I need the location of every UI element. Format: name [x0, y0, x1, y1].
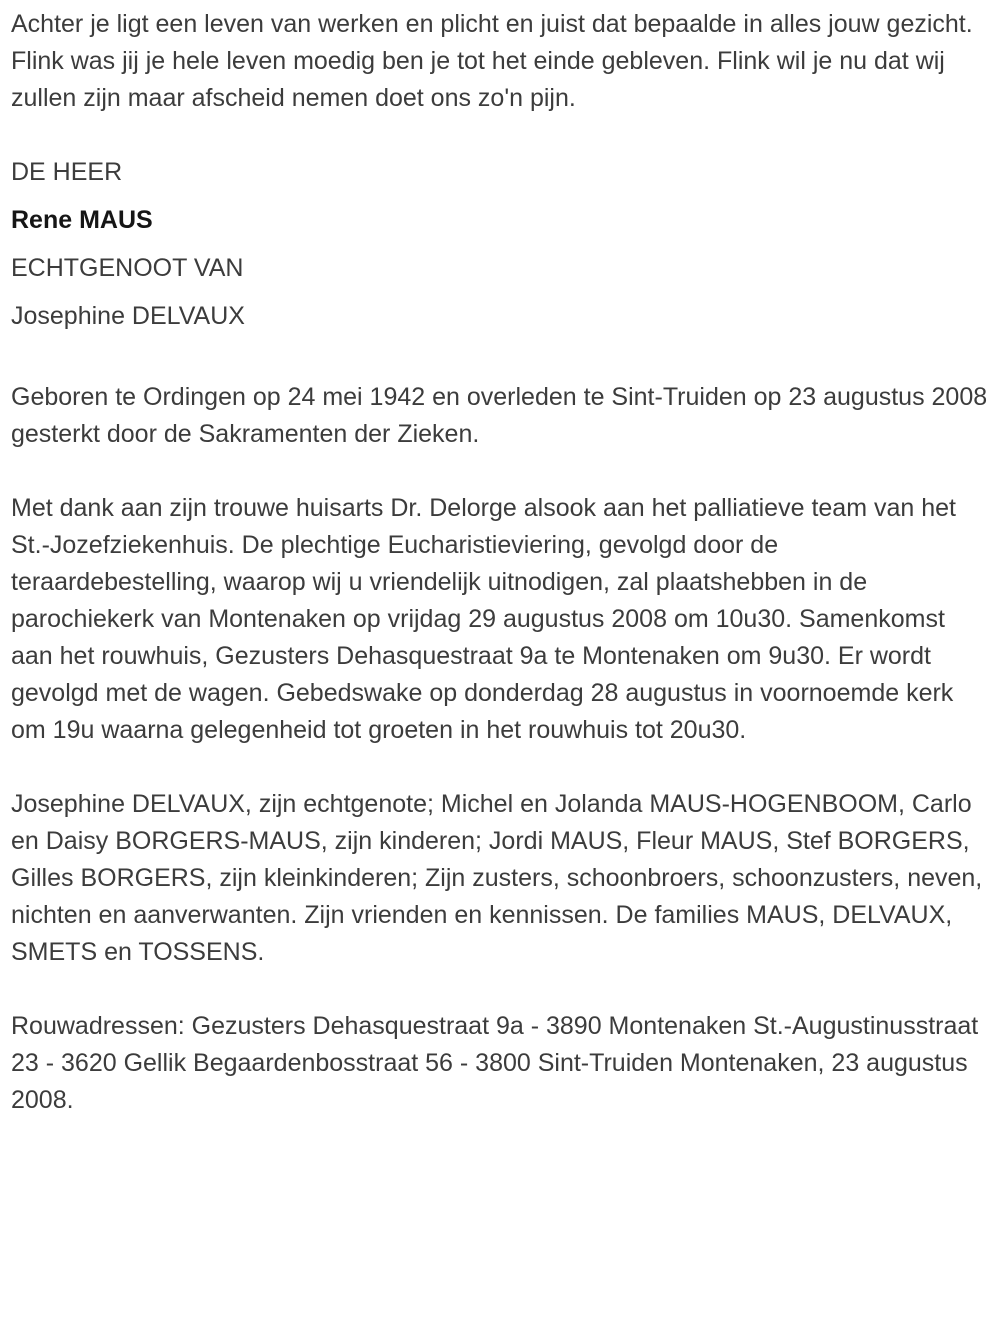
- intro-paragraph: Achter je ligt een leven van werken en plicht en juist dat bepaalde in alles jouw gezicht. Flink was jij je hele leven moedig ben je tot het einde gebleven. Flink wil je nu dat wij zullen zijn maar afscheid nemen doet ons zo'n pijn.: [11, 10, 973, 112]
- spouse-prefix: ECHTGENOOT VAN: [11, 254, 244, 282]
- addresses-paragraph: Rouwadressen: Gezusters Dehasquestraat 9a - 3890 Montenaken St.-Augustinusstraat 23 - 3620 Gellik Begaardenbosstraat 56 - 3800 Sint-Truiden Montenaken, 23 augustus 2008.: [11, 1012, 979, 1114]
- title-prefix: DE HEER: [11, 158, 123, 186]
- spouse-name: Josephine DELVAUX: [11, 302, 245, 330]
- birth-death-paragraph: Geboren te Ordingen op 24 mei 1942 en overleden te Sint-Truiden op 23 augustus 2008 gesterkt door de Sakramenten der Zieken.: [11, 383, 988, 448]
- deceased-name: Rene MAUS: [11, 206, 153, 234]
- family-paragraph: Josephine DELVAUX, zijn echtgenote; Michel en Jolanda MAUS-HOGENBOOM, Carlo en Daisy BORGERS-MAUS, zijn kinderen; Jordi MAUS, Fleur MAUS, Stef BORGERS, Gilles BORGERS, zijn kleinkinderen; Zijn zusters, schoonbroers, schoonzusters, neven, nichten en aanverwanten. Zijn vrienden en kennissen. De families MAUS, DELVAUX, SMETS en TOSSENS.: [11, 790, 983, 966]
- ceremony-paragraph: Met dank aan zijn trouwe huisarts Dr. Delorge alsook aan het palliatieve team van het St.-Jozefziekenhuis. De plechtige Eucharistieviering, gevolgd door de teraardebestelling, waarop wij u vriendelijk uitnodigen, zal plaatshebben in de parochiekerk van Montenaken op vrijdag 29 augustus 2008 om 10u30. Samenkomst aan het rouwhuis, Gezusters Dehasquestraat 9a te Montenaken om 9u30. Er wordt gevolgd met de wagen. Gebedswake op donderdag 28 augustus in voornoemde kerk om 19u waarna gelegenheid tot groeten in het rouwhuis tot 20u30.: [11, 494, 956, 744]
- obituary-content: [11, 6, 990, 1119]
